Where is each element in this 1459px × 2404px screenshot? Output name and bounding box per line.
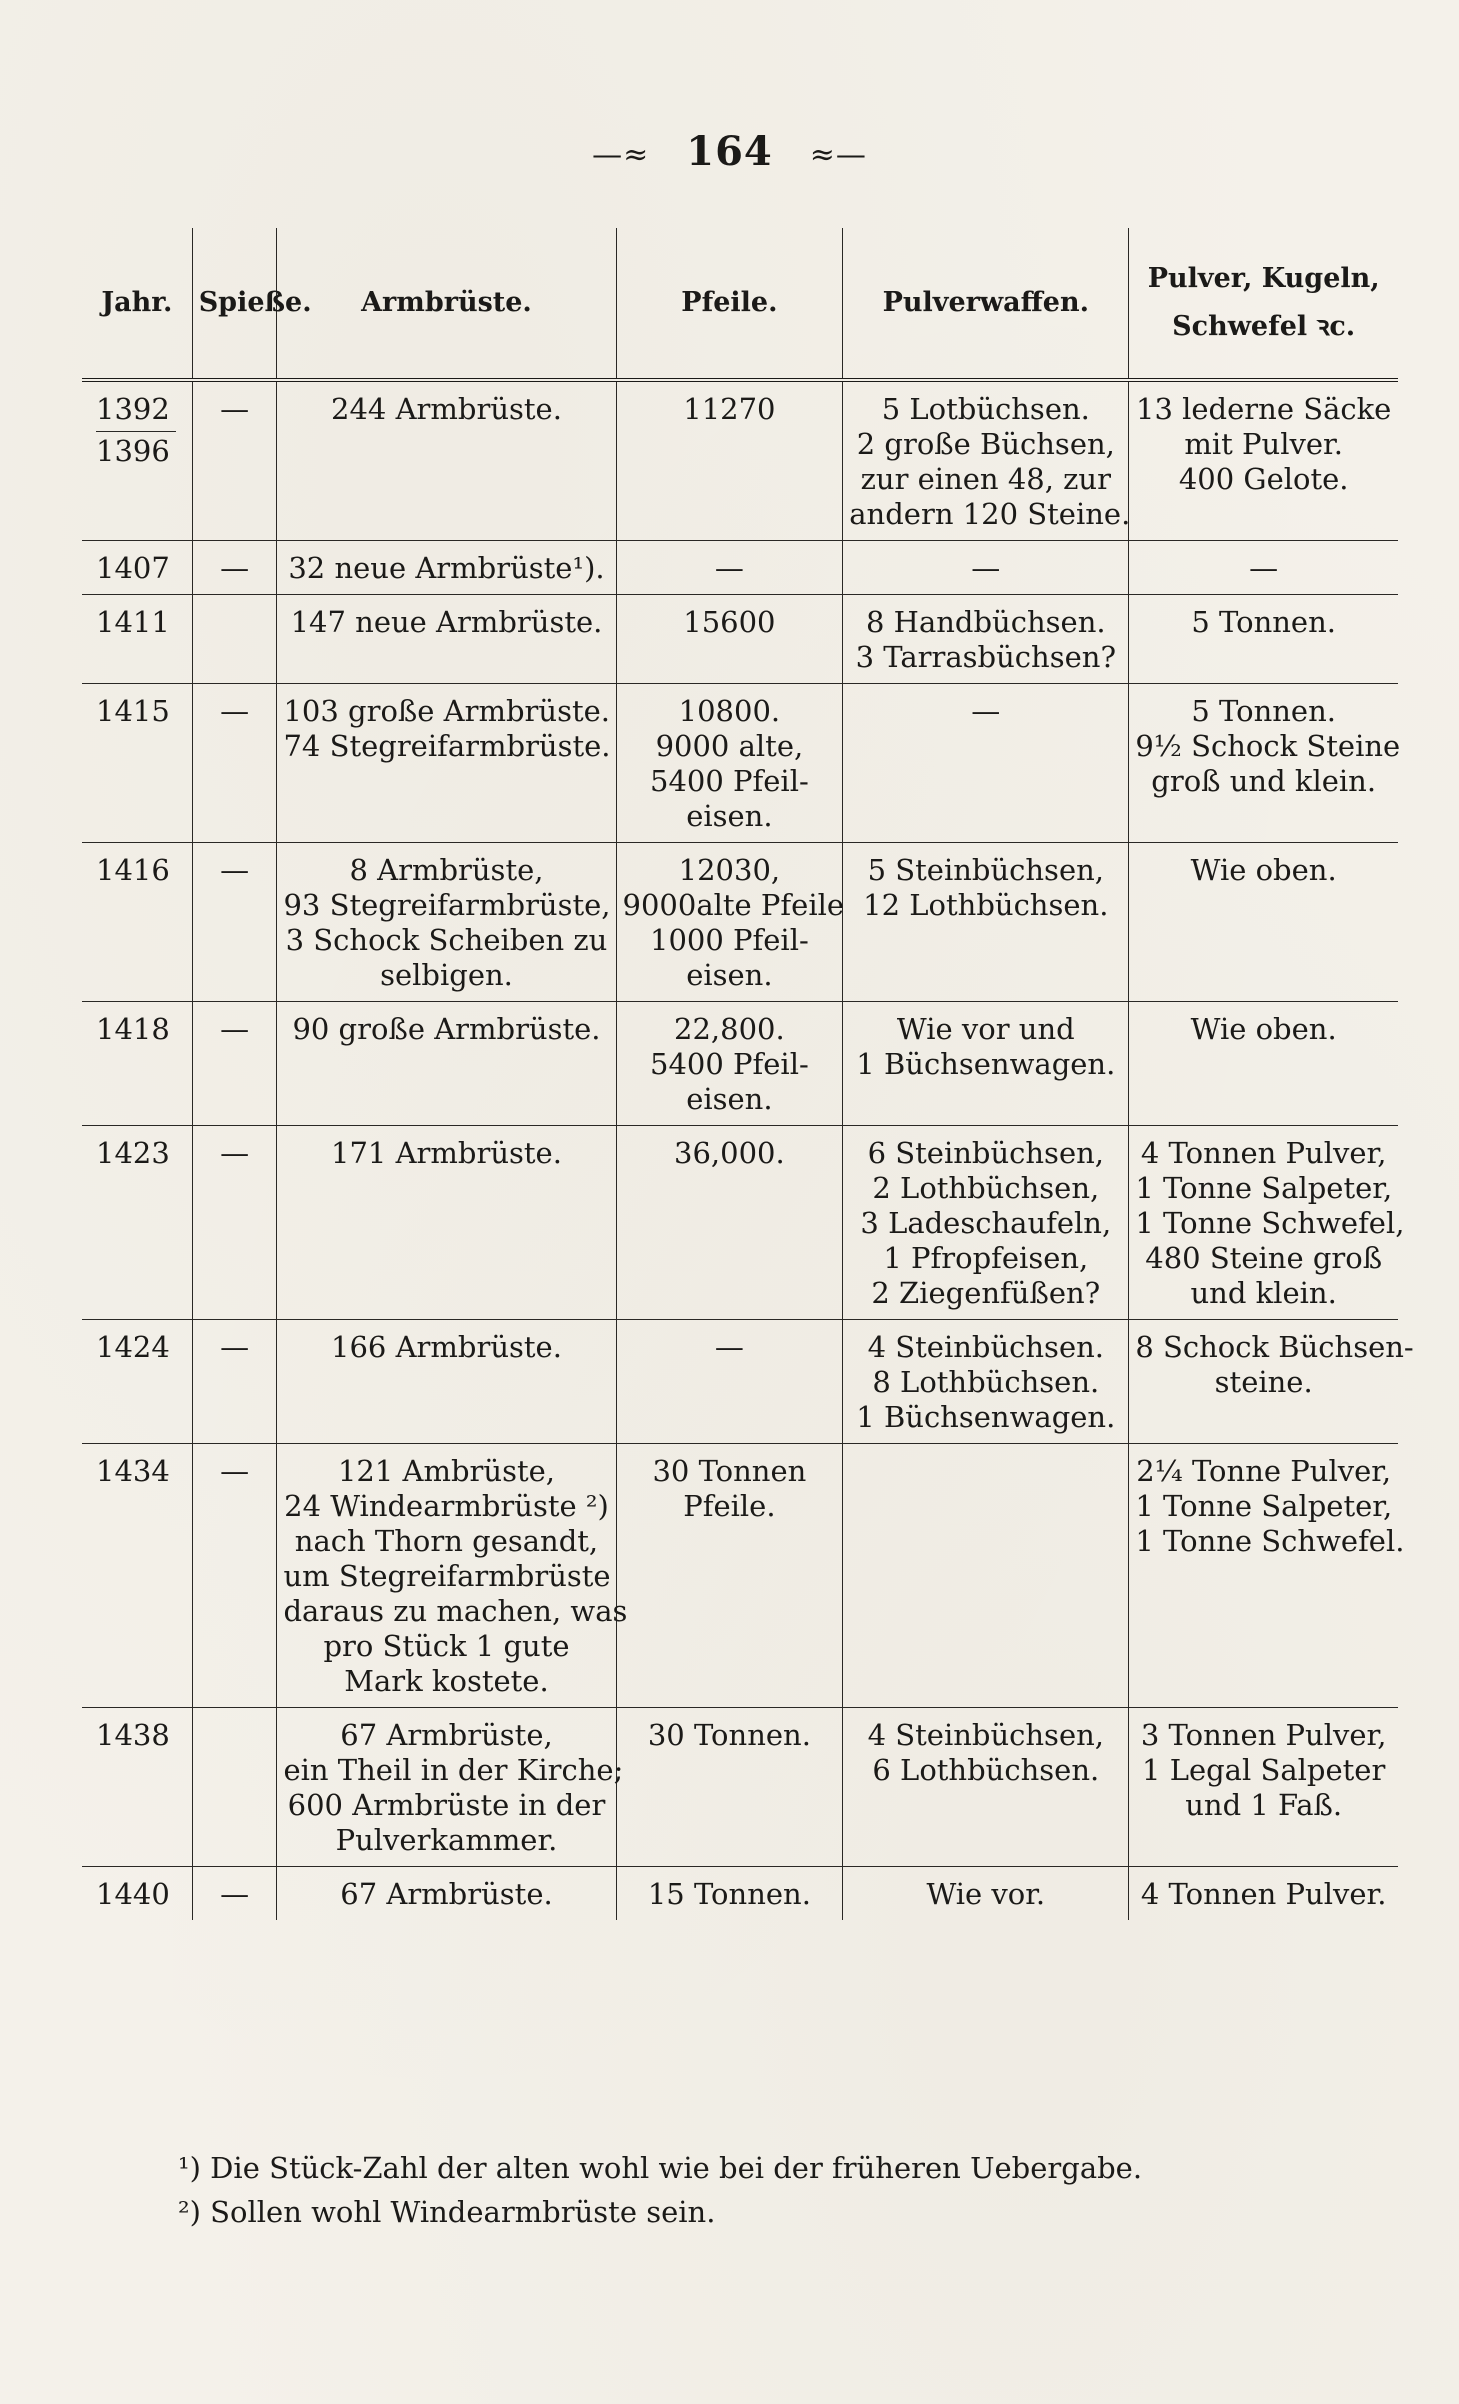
cell-pfeile	[616, 684, 843, 843]
table-row	[82, 541, 1398, 595]
table-body	[82, 380, 1414, 1920]
cell-pulverwaffen-line: 4 Steinbüchsen.	[867, 1330, 1104, 1364]
cell-pfeile-line: 22,800.	[674, 1012, 785, 1046]
cell-pulverwaffen-line: zur einen 48, zur	[860, 462, 1111, 496]
cell-pulverwaffen-line: 5 Lotbüchsen.	[881, 392, 1090, 426]
cell-year	[82, 1002, 192, 1126]
cell-pulverwaffen-line: 8 Lothbüchsen.	[872, 1365, 1100, 1399]
cell-year	[82, 1320, 192, 1444]
cell-armbrueste-line: Mark kostete.	[344, 1664, 549, 1698]
cell-pulverwaffen-line: 2 große Büchsen,	[856, 427, 1115, 461]
cell-pulverwaffen-line: 4 Steinbüchsen,	[867, 1718, 1104, 1752]
year-value: 1424	[96, 1330, 170, 1364]
cell-pfeile	[616, 1867, 843, 1921]
cell-pulverwaffen	[843, 380, 1129, 541]
cell-pulverwaffen-line: 6 Lothbüchsen.	[872, 1753, 1100, 1787]
cell-pulver	[1129, 1867, 1398, 1921]
cell-pfeile	[616, 1444, 843, 1708]
cell-pulverwaffen-line: —	[971, 551, 1001, 585]
cell-pulverwaffen	[843, 684, 1129, 843]
cell-pulver-line: 400 Gelote.	[1178, 462, 1349, 496]
cell-pfeile-line: 9000alte Pfeile	[622, 888, 845, 922]
cell-armbrueste	[277, 843, 616, 1002]
cell-armbrueste-line: 32 neue Armbrüste¹).	[288, 551, 605, 585]
cell-pulver-line: 1 Tonne Salpeter,	[1135, 1171, 1393, 1205]
cell-armbrueste-line: 8 Armbrüste,	[349, 853, 544, 887]
page-number: 164	[686, 128, 773, 175]
cell-pulverwaffen	[843, 1708, 1129, 1867]
cell-spiesse: —	[192, 1867, 277, 1921]
cell-pulver-line: mit Pulver.	[1184, 427, 1343, 461]
cell-armbrueste-line: 67 Armbrüste,	[340, 1718, 553, 1752]
cell-pfeile-line: eisen.	[686, 1082, 773, 1116]
cell-pulver	[1129, 843, 1398, 1002]
cell-armbrueste-line: 93 Stegreifarmbrüste,	[283, 888, 611, 922]
cell-pulver-line: 8 Schock Büchsen-	[1135, 1330, 1414, 1364]
cell-pulverwaffen	[843, 595, 1129, 684]
cell-armbrueste-line: 3 Schock Scheiben zu	[285, 923, 608, 957]
cell-pulver-line: 1 Tonne Schwefel,	[1135, 1206, 1405, 1240]
cell-year	[82, 843, 192, 1002]
cell-pfeile	[616, 380, 843, 541]
cell-armbrueste	[277, 541, 616, 595]
table-row	[82, 1708, 1398, 1867]
cell-pulver	[1129, 1444, 1405, 1708]
year-value: 1440	[96, 1877, 170, 1911]
header-pulver	[1129, 228, 1398, 380]
cell-pulver-line: 2¼ Tonne Pulver,	[1136, 1454, 1392, 1488]
cell-pulverwaffen-line: 3 Tarrasbüchsen?	[855, 640, 1116, 674]
cell-pulverwaffen-line: andern 120 Steine.	[849, 497, 1131, 531]
cell-armbrueste	[277, 1002, 616, 1126]
cell-pulver-line: 13 lederne Säcke	[1136, 392, 1392, 426]
armory-inventory-table	[82, 228, 1414, 1920]
cell-year	[82, 1126, 192, 1320]
cell-pfeile-line: 10800.	[678, 694, 781, 728]
footnotes	[178, 2146, 1142, 2234]
cell-pulverwaffen-line: 6 Steinbüchsen,	[867, 1136, 1104, 1170]
cell-spiesse: —	[192, 1002, 277, 1126]
cell-pfeile	[616, 541, 843, 595]
cell-pulverwaffen-line: 5 Steinbüchsen,	[867, 853, 1104, 887]
header-spiesse: Spieße.	[192, 228, 277, 380]
cell-year	[82, 380, 192, 541]
cell-pulver	[1129, 1126, 1405, 1320]
cell-armbrueste	[277, 1708, 624, 1867]
cell-pulver-line: und klein.	[1190, 1276, 1337, 1310]
cell-armbrueste-line: nach Thorn gesandt,	[294, 1524, 599, 1558]
cell-pulverwaffen-line: 2 Ziegenfüßen?	[871, 1276, 1101, 1310]
cell-pfeile-line: eisen.	[686, 958, 773, 992]
cell-armbrueste	[277, 1320, 616, 1444]
cell-pfeile	[616, 1126, 843, 1320]
cell-pfeile	[616, 595, 843, 684]
table-row	[82, 684, 1398, 843]
cell-spiesse	[192, 1708, 277, 1867]
cell-armbrueste	[277, 684, 616, 843]
cell-pulver-line: 4 Tonnen Pulver,	[1140, 1136, 1387, 1170]
cell-spiesse: —	[192, 684, 277, 843]
cell-pulver-line: 9½ Schock Steine	[1135, 729, 1401, 763]
table-row	[82, 1126, 1398, 1320]
header-pfeile: Pfeile.	[616, 228, 843, 380]
cell-pfeile-line: 5400 Pfeil-	[650, 1047, 809, 1081]
cell-armbrueste-line: 24 Windearmbrüste ²)	[284, 1489, 609, 1523]
table-row	[82, 1320, 1398, 1444]
table-row	[82, 380, 1398, 541]
cell-pulver-line: groß und klein.	[1151, 764, 1377, 798]
table-row	[82, 1444, 1398, 1708]
cell-pfeile-line: eisen.	[686, 799, 773, 833]
cell-spiesse: —	[192, 541, 277, 595]
cell-pfeile	[616, 843, 843, 1002]
cell-spiesse: —	[192, 843, 277, 1002]
cell-armbrueste-line: 244 Armbrüste.	[331, 392, 562, 426]
cell-armbrueste-line: 67 Armbrüste.	[340, 1877, 553, 1911]
cell-year	[82, 595, 192, 684]
header-armbrueste: Armbrüste.	[277, 228, 616, 380]
cell-pfeile	[616, 1320, 843, 1444]
cell-pulverwaffen-line: Wie vor und	[896, 1012, 1075, 1046]
cell-pfeile-line: —	[714, 551, 744, 585]
cell-pulverwaffen	[843, 1867, 1129, 1921]
cell-pulver-line: 5 Tonnen.	[1191, 694, 1336, 728]
year-value: 1415	[96, 694, 170, 728]
cell-pulver	[1129, 1002, 1398, 1126]
cell-armbrueste-line: 103 große Armbrüste.	[283, 694, 610, 728]
cell-pfeile-line: 1000 Pfeil-	[650, 923, 809, 957]
cell-pfeile-line: 15600	[683, 605, 776, 639]
footnote-1	[178, 2146, 1142, 2190]
ornament-left: —≈	[592, 137, 650, 173]
cell-pulver-line: 3 Tonnen Pulver,	[1140, 1718, 1387, 1752]
cell-pulver-line: 4 Tonnen Pulver.	[1140, 1877, 1387, 1911]
cell-pulver-line: 5 Tonnen.	[1191, 605, 1336, 639]
ornament-right: ≈—	[809, 137, 867, 173]
cell-armbrueste-line: ein Theil in der Kirche;	[283, 1753, 624, 1787]
cell-pulver-line: 1 Tonne Schwefel.	[1135, 1524, 1405, 1558]
year-value: 1423	[96, 1136, 170, 1170]
cell-armbrueste-line: daraus zu machen, was	[283, 1594, 628, 1628]
cell-armbrueste-line: 600 Armbrüste in der	[287, 1788, 606, 1822]
cell-pulver-line: —	[1249, 551, 1279, 585]
table-row	[82, 1002, 1398, 1126]
cell-pulverwaffen-line: 2 Lothbüchsen,	[872, 1171, 1100, 1205]
cell-year	[82, 684, 192, 843]
cell-pulver-line: 480 Steine groß	[1145, 1241, 1383, 1275]
cell-spiesse: —	[192, 380, 277, 541]
cell-pulverwaffen-line: Wie vor.	[926, 1877, 1046, 1911]
cell-armbrueste-line: um Stegreifarmbrüste	[283, 1559, 611, 1593]
cell-pulverwaffen-line: 8 Handbüchsen.	[866, 605, 1106, 639]
table-row	[82, 843, 1398, 1002]
cell-armbrueste-line: 74 Stegreifarmbrüste.	[283, 729, 611, 763]
cell-pulverwaffen	[843, 1444, 1129, 1708]
table-row	[82, 595, 1398, 684]
cell-pulver-line: Wie oben.	[1190, 853, 1337, 887]
cell-pfeile-line: —	[714, 1330, 744, 1364]
cell-pulver-line: 1 Tonne Salpeter,	[1135, 1489, 1393, 1523]
cell-armbrueste-line: 147 neue Armbrüste.	[290, 605, 603, 639]
cell-pulver	[1129, 684, 1401, 843]
cell-pulver	[1129, 595, 1398, 684]
cell-pulver-line: Wie oben.	[1190, 1012, 1337, 1046]
year-value: 1407	[96, 551, 170, 585]
header-pulverwaffen: Pulverwaffen.	[843, 228, 1129, 380]
year-value-second: 1396	[96, 431, 176, 469]
cell-pfeile-line: 15 Tonnen.	[647, 1877, 811, 1911]
cell-pfeile-line: 11270	[683, 392, 776, 426]
cell-pfeile	[616, 1002, 843, 1126]
cell-spiesse: —	[192, 1126, 277, 1320]
cell-pfeile-line: 30 Tonnen	[652, 1454, 807, 1488]
cell-pulverwaffen-line: 3 Ladeschaufeln,	[860, 1206, 1112, 1240]
cell-pulverwaffen	[843, 541, 1129, 595]
table-header-row	[82, 228, 1398, 380]
cell-pulver	[1129, 541, 1398, 595]
cell-pulver	[1129, 380, 1398, 541]
year-value: 1411	[96, 605, 170, 639]
table-row	[82, 1867, 1398, 1921]
cell-armbrueste-line: selbigen.	[380, 958, 513, 992]
cell-pulverwaffen-line: 1 Pfropfeisen,	[883, 1241, 1089, 1275]
footnote-2	[178, 2190, 1142, 2234]
cell-pfeile-line: 5400 Pfeil-	[650, 764, 809, 798]
cell-pulverwaffen-line: 12 Lothbüchsen.	[863, 888, 1109, 922]
cell-pulverwaffen	[843, 1002, 1129, 1126]
cell-pulver-line: steine.	[1214, 1365, 1313, 1399]
cell-armbrueste	[277, 1444, 628, 1708]
header-pulver-line1: Pulver, Kugeln,	[1147, 263, 1380, 294]
cell-armbrueste-line: 90 große Armbrüste.	[292, 1012, 601, 1046]
cell-pulverwaffen-line: 1 Büchsenwagen.	[856, 1047, 1116, 1081]
cell-pulver-line: und 1 Faß.	[1185, 1788, 1343, 1822]
cell-armbrueste-line: pro Stück 1 gute	[323, 1629, 570, 1663]
cell-year	[82, 1867, 192, 1921]
cell-pfeile-line: 30 Tonnen.	[647, 1718, 811, 1752]
cell-pfeile-line: 36,000.	[674, 1136, 785, 1170]
cell-pulverwaffen-line: 1 Büchsenwagen.	[856, 1400, 1116, 1434]
year-value: 1418	[96, 1012, 170, 1046]
cell-year	[82, 1708, 192, 1867]
cell-year	[82, 541, 192, 595]
cell-armbrueste	[277, 380, 616, 541]
cell-pulverwaffen	[843, 1320, 1129, 1444]
header-pulver-line2: Schwefel ꝛc.	[1172, 311, 1356, 342]
cell-armbrueste	[277, 595, 616, 684]
header-year: Jahr.	[82, 228, 192, 380]
footnote-1-mark: ¹)	[178, 2151, 201, 2185]
year-value: 1434	[96, 1454, 170, 1488]
page-header	[0, 128, 1459, 175]
cell-armbrueste	[277, 1867, 616, 1921]
cell-armbrueste-line: Pulverkammer.	[335, 1823, 558, 1857]
cell-pulverwaffen	[843, 1126, 1129, 1320]
cell-spiesse: —	[192, 1320, 277, 1444]
year-value: 1438	[96, 1718, 170, 1752]
year-value: 1416	[96, 853, 170, 887]
cell-year	[82, 1444, 192, 1708]
cell-armbrueste	[277, 1126, 616, 1320]
cell-armbrueste-line: 121 Ambrüste,	[337, 1454, 555, 1488]
cell-pulver-line: 1 Legal Salpeter	[1142, 1753, 1386, 1787]
cell-pfeile-line: Pfeile.	[683, 1489, 776, 1523]
cell-armbrueste-line: 171 Armbrüste.	[331, 1136, 562, 1170]
footnote-2-text: Sollen wohl Windearmbrüste sein.	[210, 2195, 716, 2229]
cell-pfeile-line: 12030,	[678, 853, 781, 887]
cell-armbrueste-line: 166 Armbrüste.	[331, 1330, 562, 1364]
cell-spiesse: —	[192, 1444, 277, 1708]
cell-spiesse	[192, 595, 277, 684]
cell-pulver	[1129, 1708, 1398, 1867]
cell-pulverwaffen	[843, 843, 1129, 1002]
cell-pulverwaffen-line: —	[971, 694, 1001, 728]
cell-pfeile	[616, 1708, 843, 1867]
year-value: 1392	[96, 392, 170, 426]
footnote-1-text: Die Stück-Zahl der alten wohl wie bei der früheren Uebergabe.	[210, 2151, 1143, 2185]
cell-pulver	[1129, 1320, 1414, 1444]
footnote-2-mark: ²)	[178, 2195, 201, 2229]
cell-pfeile-line: 9000 alte,	[655, 729, 804, 763]
